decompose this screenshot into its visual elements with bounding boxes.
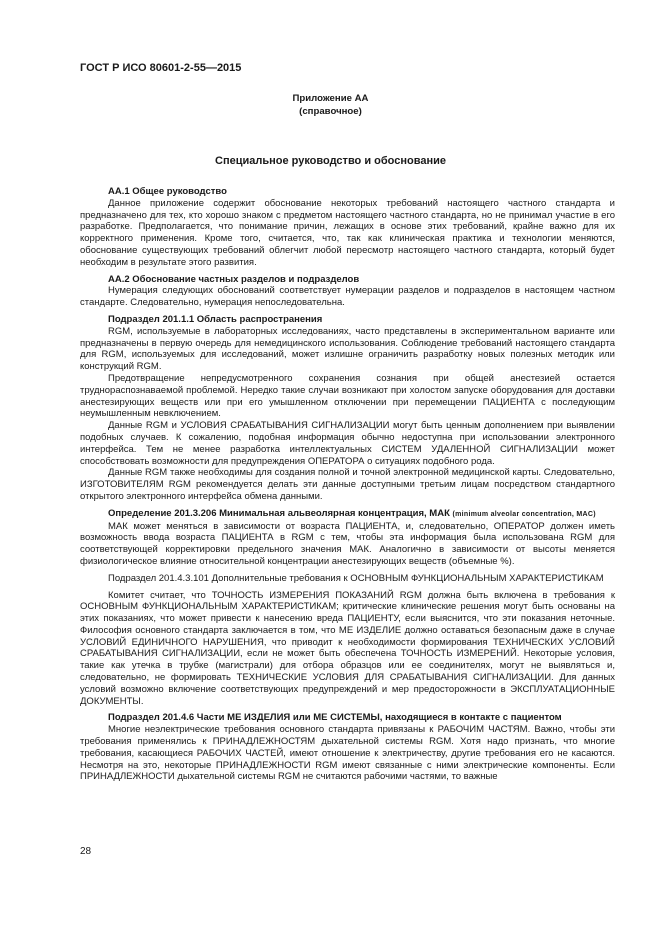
annex-note: (справочное) [299, 106, 362, 117]
subsection-heading-201-4-3-101: Подраздел 201.4.3.101 Дополнительные требования к ОСНОВНЫМ ФУНКЦИОНАЛЬНЫМ ХАРАКТЕРИСТИКАМ [108, 572, 604, 584]
subsection-heading-201-1-1: Подраздел 201.1.1 Область распространения [108, 313, 323, 325]
subsection-heading-201-4-6: Подраздел 201.4.6 Части МЕ ИЗДЕЛИЯ или МЕ СИСТЕМЫ, находящиеся в контакте с пациентом [108, 712, 562, 724]
definition-heading-text: Определение 201.3.206 Минимальная альвеолярная концентрация, МАК [108, 507, 450, 519]
annex-title: Приложение АА [292, 93, 369, 104]
section-heading-aa1: АА.1 Общее руководство [108, 186, 227, 197]
definition-heading-201-3-206 [80, 508, 615, 521]
paragraph: Данные RGM и УСЛОВИЯ СРАБАТЫВАНИЯ СИГНАЛИЗАЦИИ могут быть ценным дополнением при выявлении подобных случаев. К сожалению, подобная информация обычно недоступна при использовании электронного интерфейса. Тем не менее разработка интеллектуальных СИСТЕМ УДАЛЕННОЙ СИГНАЛИЗАЦИИ может способствовать возможности для предупреждения ОПЕРАТОРА о ситуациях подобного рода. [80, 420, 615, 467]
paragraph: МАК может меняться в зависимости от возраста ПАЦИЕНТА, и, следовательно, ОПЕРАТОР должен иметь возможность ввода возраста ПАЦИЕНТА в RGM с тем, чтобы эта информация была использована RGM для соответствующей корректировки предельного значения МАК. Аналогично в зависимости от высоты меняется физиологическое влияние относительной концентрации анестезирующих веществ (объемные %). [80, 520, 615, 567]
definition-heading-english: (minimum alveolar concentration, MAC) [452, 510, 596, 518]
paragraph: Данные RGM также необходимы для создания полной и точной электронной медицинской карты. Следовательно, ИЗГОТОВИТЕЛЯМ RGM рекомендуется делать эти данные доступными третьим лицам посредством стандартного открытого электронного интерфейса обмена данными. [80, 467, 615, 502]
document-body [80, 186, 615, 783]
page-number: 28 [80, 846, 92, 857]
paragraph: Данное приложение содержит обоснование некоторых требований настоящего частного стандарта и предназначено для тех, кто хорошо знаком с предметом настоящего частного стандарта, но не принимал участие в его разработке. Предполагается, что понимание причин, лежащих в основе этих требований, крайне важно для их корректного применения. Кроме того, считается, что, так как клиническая практика и технологии меняются, обоснование существующих требований облегчит любой пересмотр настоящего частного стандарта, который будет необходим в результате этого развития. [80, 197, 615, 268]
paragraph: Многие неэлектрические требования основного стандарта привязаны к РАБОЧИМ ЧАСТЯМ. Важно, чтобы эти требования применялись к ПРИНАДЛЕЖНОСТЯМ дыхательной системы RGM. Хотя надо признать, что многие требования, касающиеся РАБОЧИХ ЧАСТЕЙ, имеют отношение к электричеству, другие требования его не касаются. Несмотря на это, некоторые ПРИНАДЛЕЖНОСТИ RGM имеют связанные с ними электрические компоненты. Если ПРИНАДЛЕЖНОСТИ дыхательной системы RGM не считаются рабочими частями, то важные [80, 724, 615, 783]
document-title: Специальное руководство и обоснование [215, 155, 446, 167]
paragraph: Комитет считает, что ТОЧНОСТЬ ИЗМЕРЕНИЯ ПОКАЗАНИЙ RGM должна быть включена в требования к ОСНОВНЫМ ФУНКЦИОНАЛЬНЫМ ХАРАКТЕРИСТИКАМ; критические клинические решения могут быть основаны на этих показаниях, что может привести к нанесению вреда ПАЦИЕНТУ, если выяснится, что эти показания неточные. Философия основного стандарта заключается в том, что МЕ ИЗДЕЛИЕ должно оставаться безопасным даже в случае УСЛОВИЙ ЕДИНИЧНОГО НАРУШЕНИЯ, что приводит к необходимости формирования ТЕХНИЧЕСКИХ УСЛОВИЙ СРАБАТЫВАНИЯ СИГНАЛИЗАЦИИ, если не может быть обеспечена ТОЧНОСТЬ ИЗМЕРЕНИЙ. Некоторые условия, такие как утечка в трубке (магистрали) для отбора образцов или ее соединителях, могут не выявляться и, следовательно, не формировать ТЕХНИЧЕСКИЕ УСЛОВИЯ ДЛЯ СРАБАТЫВАНИЯ СИГНАЛИЗАЦИИ. Для данных условий возможно включение соответствующих предупреждений и мер предосторожности в ЭКСПЛУАТАЦИОННЫЕ ДОКУМЕНТЫ. [80, 589, 615, 707]
paragraph: Нумерация следующих обоснований соответствует нумерации разделов и подразделов в настоящем частном стандарте. Следовательно, нумерация непоследовательна. [80, 285, 615, 309]
paragraph: RGM, используемые в лабораторных исследованиях, часто представлены в экспериментальном варианте или предназначены в первую очередь для немедицинского использования. Соблюдение требований настоящего стандарта для RGM, используемых для исследований, может излишне ограничить разработку новых полезных методик или конструкций RGM. [80, 325, 615, 373]
section-heading-aa2: АА.2 Обоснование частных разделов и подразделов [108, 273, 360, 285]
document-header: ГОСТ Р ИСО 80601-2-55—2015 [80, 62, 242, 74]
paragraph: Предотвращение непредусмотренного сохранения сознания при общей анестезией остается труднораспознаваемой проблемой. Нередко такие случаи возникают при холостом запуске оборудования для доставки анестезирующих веществ или при его умышленном отключении при перемещении ПАЦИЕНТА с последующим неумышленным невключением. [80, 372, 615, 420]
